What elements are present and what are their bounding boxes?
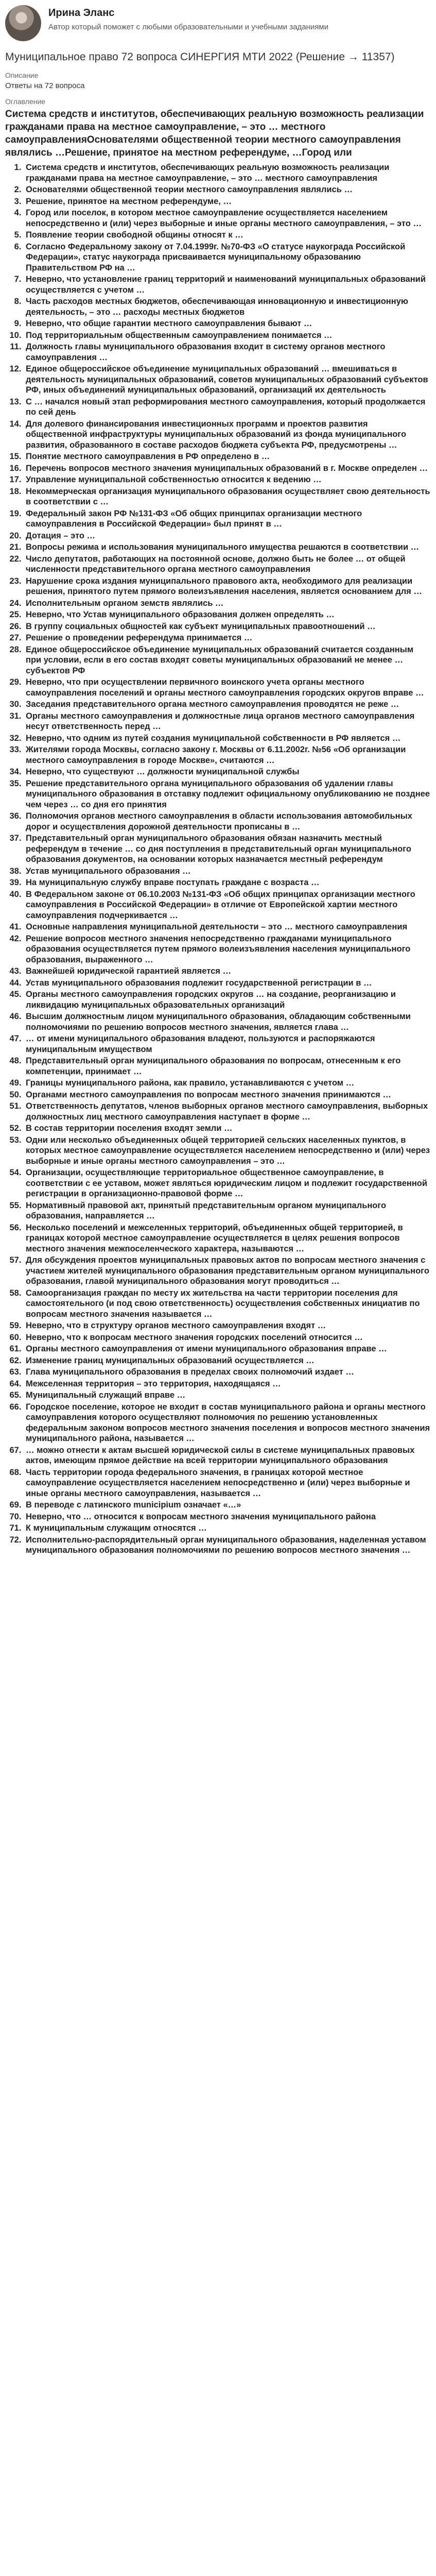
question-item: 26. В группу социальных общностей как субъект муниципальных правоотношений … <box>24 621 431 632</box>
author-info <box>48 5 328 32</box>
question-item: 58. Самоорганизация граждан по месту их жительства на части территории поселения для самостоятельного (и под свою ответственность) осуществления собственных инициатив по вопросам местного значения называется … <box>24 1288 431 1320</box>
question-item: 14. Для долевого финансирования инвестиционных программ и проектов развития общественной инфраструктуры муниципальных образований из фонда муниципального развития, образованного в составе расходов бюджета субъекта РФ, предусмотрены … <box>24 419 431 451</box>
question-item: 7. Неверно, что установление границ территорий и наименований муниципальных образований осуществляется с учетом … <box>24 274 431 295</box>
question-item: 4. Город или поселок, в котором местное самоуправление осуществляется населением непосредственно и (или) через выборные и иные органы местного самоуправления, – это … <box>24 208 431 229</box>
question-item: 35. Решение представительного органа муниципального образования об удалении главы муниципального образования в отставку подлежит официальному опубликованию не позднее чем через … со дня его принятия <box>24 778 431 810</box>
question-item: 51. Ответственность депутатов, членов выборных органов местного самоуправления, выборных должностных лиц местного самоуправления наступает в форме … <box>24 1101 431 1122</box>
question-item: 45. Органы местного самоуправления городских округов … на создание, реорганизацию и ликвидацию муниципальных образовательных организаций <box>24 989 431 1010</box>
question-item: 48. Представительный орган муниципального образования по вопросам, отнесенным к его компетенции, принимает … <box>24 1056 431 1077</box>
question-item: 31. Органы местного самоуправления и должностные лица органов местного самоуправления несут ответственность перед … <box>24 711 431 732</box>
question-item: 32. Неверно, что одним из путей создания муниципальной собственности в РФ является … <box>24 733 431 744</box>
question-item: 8. Часть расходов местных бюджетов, обеспечивающая инновационную и инвестиционную деятельность, – это … расходы местных бюджетов <box>24 296 431 317</box>
question-item: 39. На муниципальную службу вправе поступать граждане с возраста … <box>24 877 431 888</box>
question-item: 70. Неверно, что … относится к вопросам местного значения муниципального района <box>24 1512 431 1522</box>
description-label: Описание <box>5 71 39 79</box>
question-item: 42. Решение вопросов местного значения непосредственно гражданами муниципального образования осуществляется путем прямого волеизъявления населения муниципального образования, выраженного … <box>24 934 431 965</box>
question-item: 36. Полномочия органов местного самоуправления в области использования автомобильных дорог и осуществления дорожной деятельности прописаны в … <box>24 811 431 832</box>
question-item: 57. Для обсуждения проектов муниципальных правовых актов по вопросам местного значения с участием жителей муниципального образования представительным органом муниципального образования, главой муниципального образования могут проводиться … <box>24 1255 431 1287</box>
author-name[interactable]: Ирина Эланс <box>48 7 115 19</box>
questions-list <box>5 162 431 1556</box>
question-item: 68. Часть территории города федерального значения, в границах которой местное самоуправление осуществляется населением непосредственно и (или) через выборные и иные органы местного самоуправления, называется … <box>24 1467 431 1499</box>
document-title: Муниципальное право 72 вопроса СИНЕРГИЯ МТИ 2022 (Решение → 11357) <box>5 51 395 63</box>
question-item: 67. … можно отнести к актам высшей юридической силы в системе муниципальных правовых актов, имеющим прямое действие на всей территории муниципального образования <box>24 1445 431 1466</box>
question-item: 66. Городское поселение, которое не входит в состав муниципального района и органы местного самоуправления которого осуществляют полномочия по решению установленных федеральным законом вопросов местного значения поселения и вопросов местного значения муниципального района, называется … <box>24 1402 431 1444</box>
question-item: 12. Единое общероссийское объединение муниципальных образований … вмешиваться в деятельность муниципальных образований, советов муниципальных образований субъектов РФ, иных объединений муниципальных образований, организаций их деятельность <box>24 364 431 396</box>
question-item: 55. Нормативный правовой акт, принятый представительным органом муниципального образования, направляется … <box>24 1200 431 1222</box>
question-item: 59. Неверно, что в структуру органов местного самоуправления входят … <box>24 1320 431 1331</box>
author-description: Автор который поможет с любыми образовательными и учебными заданиями <box>48 23 329 31</box>
question-item: 1. Система средств и институтов, обеспечивающих реальную возможность реализации гражданами права на местное самоуправление, – это … местного самоуправления <box>24 162 431 183</box>
question-item: 15. Понятие местного самоуправления в РФ определено в … <box>24 451 431 462</box>
question-item: 71. К муниципальным служащим относятся … <box>24 1523 431 1534</box>
question-item: 69. В переводе с латинского municipium означает «…» <box>24 1500 431 1511</box>
question-item: 34. Неверно, что существуют … должности муниципальной службы <box>24 767 431 777</box>
question-item: 20. Дотация – это … <box>24 531 431 541</box>
question-item: 37. Представительный орган муниципального образования обязан назначить местный референдум в течение … со дня поступления в представительный орган муниципального образования документов, на основании которых назначается местный референдум <box>24 833 431 865</box>
question-item: 47. … от имени муниципального образования владеют, пользуются и распоряжаются муниципальным имуществом <box>24 1033 431 1055</box>
question-item: 72. Исполнительно-распорядительный орган муниципального образования, наделенная уставом муниципального образования полномочиями по решению вопросов местного значения … <box>24 1535 431 1556</box>
question-item: 41. Основные направления муниципальной деятельности – это … местного самоуправления <box>24 922 431 933</box>
question-item: 29. Неверно, что при осуществлении первичного воинского учета органы местного самоуправления поселений и органы местного самоуправления городских округов вправе … <box>24 677 431 698</box>
question-item: 52. В состав территории поселения входят земли … <box>24 1123 431 1134</box>
question-item: 2. Основателями общественной теории местного самоуправления являлись … <box>24 184 431 195</box>
question-item: 49. Границы муниципального района, как правило, устанавливаются с учетом … <box>24 1078 431 1089</box>
description-value: Ответы на 72 вопроса <box>5 81 85 90</box>
toc-title: Система средств и институтов, обеспечивающих реальную возможность реализации гражданами права на местное самоуправление, – это … местного самоуправленияОснователями общественной теории местного самоуправления являлись …Решение, принятое на местном референдуме, …Город или <box>5 109 424 158</box>
question-item: 5. Появление теории свободной общины относят к … <box>24 230 431 241</box>
question-item: 10. Под территориальным общественным самоуправлением понимается … <box>24 330 431 341</box>
question-item: 46. Высшим должностным лицом муниципального образования, обладающим собственными полномочиями по решению вопросов местного значения, является глава … <box>24 1011 431 1032</box>
author-avatar[interactable] <box>5 5 41 41</box>
question-item: 11. Должность главы муниципального образования входит в систему органов местного самоуправления … <box>24 342 431 363</box>
question-item: 65. Муниципальный служащий вправе … <box>24 1390 431 1401</box>
question-item: 28. Единое общероссийское объединение муниципальных образований считается созданным при условии, если в его состав входят советы муниципальных образований не менее … субъектов РФ <box>24 645 431 676</box>
question-item: 25. Неверно, что Устав муниципального образования должен определять … <box>24 609 431 620</box>
question-item: 19. Федеральный закон РФ №131-ФЗ «Об общих принципах организации местного самоуправления в Российской Федерации» был принят в … <box>24 509 431 530</box>
question-item: 64. Межселенная территория – это территория, находящаяся … <box>24 1379 431 1389</box>
toc-label: Оглавление <box>5 97 46 106</box>
question-item: 61. Органы местного самоуправления от имени муниципального образования вправе … <box>24 1344 431 1354</box>
question-item: 30. Заседания представительного органа местного самоуправления проводятся не реже … <box>24 699 431 710</box>
question-item: 27. Решение о проведении референдума принимается … <box>24 633 431 643</box>
question-item: 21. Вопросы режима и использования муниципального имущества решаются в соответствии … <box>24 542 431 553</box>
question-item: 3. Решение, принятое на местном референдуме, … <box>24 196 431 207</box>
question-item: 33. Жителями города Москвы, согласно закону г. Москвы от 6.11.2002г. №56 «Об организации местного самоуправления в городе Москве», считаются … <box>24 744 431 766</box>
question-item: 38. Устав муниципального образования … <box>24 866 431 877</box>
question-item: 18. Некоммерческая организация муниципального образования осуществляет свою деятельность в соответствии с … <box>24 486 431 507</box>
question-item: 24. Исполнительным органом земств являлись … <box>24 598 431 609</box>
question-item: 23. Нарушение срока издания муниципального правового акта, необходимого для реализации решения, принятого путем прямого волеизъявления населения, является основанием для … <box>24 576 431 597</box>
question-item: 16. Перечень вопросов местного значения муниципальных образований в г. Москве определен … <box>24 463 431 474</box>
question-item: 62. Изменение границ муниципальных образований осуществляется … <box>24 1355 431 1366</box>
question-item: 44. Устав муниципального образования подлежит государственной регистрации в … <box>24 978 431 989</box>
question-item: 60. Неверно, что к вопросам местного значения городских поселений относится … <box>24 1332 431 1343</box>
question-item: 22. Число депутатов, работающих на постоянной основе, должно быть не более … от общей численности представительного органа местного самоуправления <box>24 554 431 575</box>
question-item: 63. Глава муниципального образования в пределах своих полномочий издает … <box>24 1367 431 1378</box>
question-item: 13. С … начался новый этап реформирования местного самоуправления, который продолжается по сей день <box>24 397 431 418</box>
question-item: 56. Несколько поселений и межселенных территорий, объединенных общей территорией, в границах которой местное самоуправление осуществляется в целях решения вопросов местного значения межпоселенческого характера, называются … <box>24 1223 431 1255</box>
question-item: 53. Одни или несколько объединенных общей территорией сельских населенных пунктов, в которых местное самоуправление осуществляется населением непосредственно и (или) через выборные и иные органы местного самоуправления – это … <box>24 1135 431 1167</box>
question-item: 40. В Федеральном законе от 06.10.2003 №131-ФЗ «Об общих принципах организации местного самоуправления в Российской Федерации» в отличие от Европейской хартии местного самоуправления подчеркивается … <box>24 889 431 921</box>
question-item: 54. Организации, осуществляющие территориальное общественное самоуправление, в соответствии с ее уставом, может являться юридическим лицом и подлежит государственной регистрации в организационно-правовой форме … <box>24 1167 431 1199</box>
question-item: 43. Важнейшей юридической гарантией является … <box>24 966 431 977</box>
question-item: 17. Управление муниципальной собственностью относится к ведению … <box>24 474 431 485</box>
question-item: 50. Органами местного самоуправления по вопросам местного значения принимаются … <box>24 1090 431 1100</box>
question-item: 9. Неверно, что общие гарантии местного самоуправления бывают … <box>24 318 431 329</box>
question-item: 6. Согласно Федеральному закону от 7.04.1999г. №70-ФЗ «О статусе наукограда Российской Федерации», статус наукограда присваивается муниципальному образованию Правительством РФ на … <box>24 242 431 274</box>
author-card <box>5 5 431 41</box>
